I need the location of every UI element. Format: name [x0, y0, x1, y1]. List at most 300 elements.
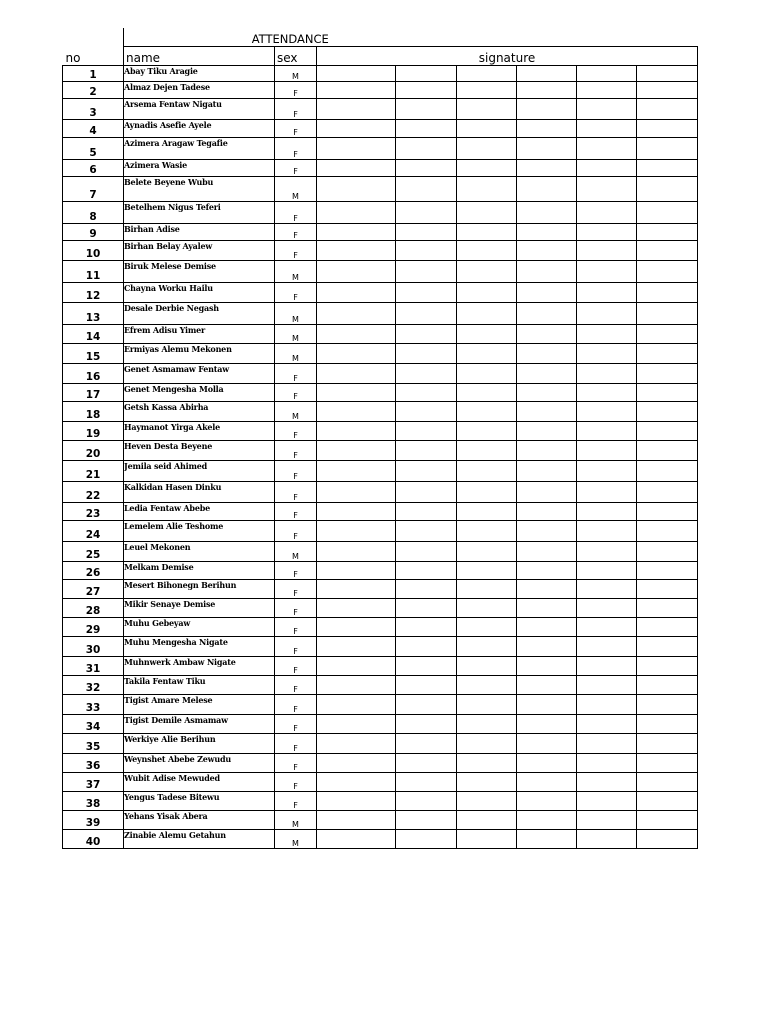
signature-cell-2[interactable] — [396, 283, 457, 303]
signature-cell-4[interactable] — [517, 482, 577, 503]
signature-cell-1[interactable] — [317, 542, 396, 562]
signature-cell-3[interactable] — [457, 773, 517, 792]
signature-cell-4[interactable] — [517, 120, 577, 138]
signature-cell-5[interactable] — [577, 422, 637, 441]
signature-cell-3[interactable] — [457, 303, 517, 325]
signature-cell-3[interactable] — [457, 542, 517, 562]
signature-cell-3[interactable] — [457, 177, 517, 202]
signature-cell-5[interactable] — [577, 160, 637, 177]
signature-cell-3[interactable] — [457, 599, 517, 618]
table-row — [63, 422, 698, 441]
signature-cell-1[interactable] — [317, 580, 396, 599]
row-number: 35 — [63, 734, 124, 754]
signature-cell-4[interactable] — [517, 754, 577, 773]
signature-cell-2[interactable] — [396, 811, 457, 830]
table-row — [63, 657, 698, 676]
signature-cell-3[interactable] — [457, 637, 517, 657]
signature-cell-1[interactable] — [317, 773, 396, 792]
signature-cell-6[interactable] — [637, 384, 698, 402]
signature-cell-2[interactable] — [396, 441, 457, 461]
signature-cell-2[interactable] — [396, 325, 457, 344]
signature-cell-4[interactable] — [517, 503, 577, 521]
signature-cell-1[interactable] — [317, 461, 396, 482]
signature-cell-6[interactable] — [637, 283, 698, 303]
signature-cell-4[interactable] — [517, 82, 577, 99]
signature-cell-5[interactable] — [577, 754, 637, 773]
signature-cell-6[interactable] — [637, 461, 698, 482]
signature-cell-2[interactable] — [396, 224, 457, 241]
signature-cell-4[interactable] — [517, 715, 577, 734]
signature-cell-3[interactable] — [457, 224, 517, 241]
signature-cell-4[interactable] — [517, 618, 577, 637]
student-name: Haymanot Yirga Akele — [124, 422, 275, 441]
table-row — [63, 482, 698, 503]
signature-cell-1[interactable] — [317, 325, 396, 344]
signature-cell-2[interactable] — [396, 580, 457, 599]
signature-cell-1[interactable] — [317, 792, 396, 811]
signature-cell-6[interactable] — [637, 657, 698, 676]
signature-cell-1[interactable] — [317, 657, 396, 676]
signature-cell-2[interactable] — [396, 792, 457, 811]
signature-cell-6[interactable] — [637, 580, 698, 599]
table-row — [63, 120, 698, 138]
signature-cell-6[interactable] — [637, 120, 698, 138]
signature-cell-2[interactable] — [396, 773, 457, 792]
signature-cell-2[interactable] — [396, 461, 457, 482]
signature-cell-6[interactable] — [637, 637, 698, 657]
signature-cell-6[interactable] — [637, 138, 698, 160]
signature-cell-6[interactable] — [637, 773, 698, 792]
table-row — [63, 82, 698, 99]
student-sex: M — [275, 325, 317, 344]
signature-cell-1[interactable] — [317, 138, 396, 160]
signature-cell-2[interactable] — [396, 120, 457, 138]
signature-cell-4[interactable] — [517, 325, 577, 344]
signature-cell-4[interactable] — [517, 303, 577, 325]
signature-cell-5[interactable] — [577, 82, 637, 99]
student-sex: M — [275, 542, 317, 562]
signature-cell-4[interactable] — [517, 734, 577, 754]
student-name: Tigist Demile Asmamaw — [124, 715, 275, 734]
signature-cell-2[interactable] — [396, 637, 457, 657]
signature-cell-1[interactable] — [317, 521, 396, 542]
signature-cell-3[interactable] — [457, 618, 517, 637]
signature-cell-2[interactable] — [396, 695, 457, 715]
signature-cell-3[interactable] — [457, 734, 517, 754]
header-name: name — [124, 47, 275, 66]
student-sex: F — [275, 461, 317, 482]
signature-cell-5[interactable] — [577, 811, 637, 830]
signature-cell-3[interactable] — [457, 66, 517, 82]
signature-cell-1[interactable] — [317, 202, 396, 224]
signature-cell-4[interactable] — [517, 830, 577, 849]
signature-cell-3[interactable] — [457, 441, 517, 461]
signature-cell-4[interactable] — [517, 562, 577, 580]
row-number: 21 — [63, 461, 124, 482]
signature-cell-5[interactable] — [577, 441, 637, 461]
signature-cell-6[interactable] — [637, 325, 698, 344]
signature-cell-3[interactable] — [457, 325, 517, 344]
student-name: Jemila seid Ahimed — [124, 461, 275, 482]
signature-cell-6[interactable] — [637, 160, 698, 177]
signature-cell-5[interactable] — [577, 325, 637, 344]
signature-cell-3[interactable] — [457, 521, 517, 542]
row-number: 32 — [63, 676, 124, 695]
signature-cell-1[interactable] — [317, 303, 396, 325]
signature-cell-5[interactable] — [577, 715, 637, 734]
signature-cell-6[interactable] — [637, 99, 698, 120]
signature-cell-5[interactable] — [577, 830, 637, 849]
student-name: Kalkidan Hasen Dinku — [124, 482, 275, 503]
signature-cell-1[interactable] — [317, 754, 396, 773]
signature-cell-1[interactable] — [317, 261, 396, 283]
signature-cell-5[interactable] — [577, 676, 637, 695]
signature-cell-3[interactable] — [457, 261, 517, 283]
signature-cell-2[interactable] — [396, 482, 457, 503]
student-name: Yehans Yisak Abera — [124, 811, 275, 830]
signature-cell-6[interactable] — [637, 503, 698, 521]
signature-cell-6[interactable] — [637, 303, 698, 325]
row-number: 31 — [63, 657, 124, 676]
student-sex: F — [275, 283, 317, 303]
signature-cell-5[interactable] — [577, 177, 637, 202]
signature-cell-1[interactable] — [317, 224, 396, 241]
signature-cell-5[interactable] — [577, 283, 637, 303]
signature-cell-6[interactable] — [637, 441, 698, 461]
signature-cell-6[interactable] — [637, 364, 698, 384]
signature-cell-4[interactable] — [517, 177, 577, 202]
table-row — [63, 241, 698, 261]
signature-cell-4[interactable] — [517, 283, 577, 303]
student-sex: F — [275, 618, 317, 637]
signature-cell-4[interactable] — [517, 521, 577, 542]
signature-cell-2[interactable] — [396, 402, 457, 422]
signature-cell-1[interactable] — [317, 82, 396, 99]
signature-cell-2[interactable] — [396, 754, 457, 773]
signature-cell-3[interactable] — [457, 160, 517, 177]
signature-cell-1[interactable] — [317, 177, 396, 202]
signature-cell-3[interactable] — [457, 811, 517, 830]
signature-cell-5[interactable] — [577, 241, 637, 261]
signature-cell-4[interactable] — [517, 637, 577, 657]
signature-cell-3[interactable] — [457, 657, 517, 676]
student-name: Mikir Senaye Demise — [124, 599, 275, 618]
signature-cell-3[interactable] — [457, 830, 517, 849]
signature-cell-4[interactable] — [517, 811, 577, 830]
signature-cell-6[interactable] — [637, 344, 698, 364]
signature-cell-6[interactable] — [637, 754, 698, 773]
signature-cell-1[interactable] — [317, 830, 396, 849]
row-number: 25 — [63, 542, 124, 562]
signature-cell-2[interactable] — [396, 599, 457, 618]
signature-cell-3[interactable] — [457, 384, 517, 402]
signature-cell-5[interactable] — [577, 66, 637, 82]
signature-cell-3[interactable] — [457, 715, 517, 734]
signature-cell-4[interactable] — [517, 599, 577, 618]
signature-cell-2[interactable] — [396, 138, 457, 160]
signature-cell-1[interactable] — [317, 811, 396, 830]
student-name: Yengus Tadese Bitewu — [124, 792, 275, 811]
signature-cell-6[interactable] — [637, 224, 698, 241]
title-row — [63, 28, 698, 47]
signature-cell-2[interactable] — [396, 364, 457, 384]
signature-cell-5[interactable] — [577, 224, 637, 241]
signature-cell-5[interactable] — [577, 364, 637, 384]
signature-cell-4[interactable] — [517, 402, 577, 422]
signature-cell-6[interactable] — [637, 521, 698, 542]
signature-cell-6[interactable] — [637, 792, 698, 811]
signature-cell-6[interactable] — [637, 599, 698, 618]
signature-cell-1[interactable] — [317, 715, 396, 734]
signature-cell-3[interactable] — [457, 562, 517, 580]
signature-cell-6[interactable] — [637, 676, 698, 695]
student-sex: F — [275, 364, 317, 384]
signature-cell-5[interactable] — [577, 202, 637, 224]
signature-cell-3[interactable] — [457, 676, 517, 695]
table-row — [63, 715, 698, 734]
student-sex: F — [275, 384, 317, 402]
student-sex: F — [275, 99, 317, 120]
signature-cell-3[interactable] — [457, 695, 517, 715]
signature-cell-5[interactable] — [577, 618, 637, 637]
table-row — [63, 283, 698, 303]
signature-cell-4[interactable] — [517, 580, 577, 599]
signature-cell-4[interactable] — [517, 461, 577, 482]
signature-cell-2[interactable] — [396, 503, 457, 521]
table-row — [63, 138, 698, 160]
signature-cell-1[interactable] — [317, 364, 396, 384]
signature-cell-2[interactable] — [396, 422, 457, 441]
signature-cell-3[interactable] — [457, 402, 517, 422]
signature-cell-6[interactable] — [637, 177, 698, 202]
signature-cell-6[interactable] — [637, 542, 698, 562]
signature-cell-1[interactable] — [317, 402, 396, 422]
signature-cell-2[interactable] — [396, 676, 457, 695]
signature-cell-1[interactable] — [317, 599, 396, 618]
table-row — [63, 676, 698, 695]
signature-cell-2[interactable] — [396, 830, 457, 849]
signature-cell-2[interactable] — [396, 99, 457, 120]
signature-cell-4[interactable] — [517, 773, 577, 792]
signature-cell-5[interactable] — [577, 792, 637, 811]
signature-cell-6[interactable] — [637, 82, 698, 99]
signature-cell-5[interactable] — [577, 384, 637, 402]
signature-cell-4[interactable] — [517, 66, 577, 82]
signature-cell-3[interactable] — [457, 82, 517, 99]
signature-cell-1[interactable] — [317, 241, 396, 261]
student-name: Werkiye Alie Berihun — [124, 734, 275, 754]
signature-cell-6[interactable] — [637, 715, 698, 734]
signature-cell-2[interactable] — [396, 521, 457, 542]
signature-cell-2[interactable] — [396, 303, 457, 325]
signature-cell-1[interactable] — [317, 676, 396, 695]
student-name: Chayna Worku Hailu — [124, 283, 275, 303]
signature-cell-5[interactable] — [577, 562, 637, 580]
signature-cell-5[interactable] — [577, 542, 637, 562]
table-row — [63, 441, 698, 461]
row-number: 4 — [63, 120, 124, 138]
signature-cell-2[interactable] — [396, 344, 457, 364]
signature-cell-1[interactable] — [317, 160, 396, 177]
signature-cell-1[interactable] — [317, 503, 396, 521]
student-sex: F — [275, 580, 317, 599]
signature-cell-3[interactable] — [457, 754, 517, 773]
table-row — [63, 734, 698, 754]
student-sex: M — [275, 261, 317, 283]
signature-cell-4[interactable] — [517, 792, 577, 811]
signature-cell-1[interactable] — [317, 734, 396, 754]
signature-cell-4[interactable] — [517, 241, 577, 261]
signature-cell-1[interactable] — [317, 283, 396, 303]
signature-cell-3[interactable] — [457, 283, 517, 303]
signature-cell-2[interactable] — [396, 657, 457, 676]
signature-cell-6[interactable] — [637, 734, 698, 754]
signature-cell-5[interactable] — [577, 580, 637, 599]
signature-cell-6[interactable] — [637, 618, 698, 637]
signature-cell-6[interactable] — [637, 66, 698, 82]
signature-cell-3[interactable] — [457, 138, 517, 160]
signature-cell-3[interactable] — [457, 482, 517, 503]
student-name: Abay Tiku Aragie — [124, 66, 275, 82]
signature-cell-5[interactable] — [577, 120, 637, 138]
signature-cell-4[interactable] — [517, 224, 577, 241]
signature-cell-5[interactable] — [577, 482, 637, 503]
signature-cell-2[interactable] — [396, 160, 457, 177]
signature-cell-5[interactable] — [577, 599, 637, 618]
row-number: 16 — [63, 364, 124, 384]
signature-cell-3[interactable] — [457, 792, 517, 811]
signature-cell-5[interactable] — [577, 461, 637, 482]
table-row — [63, 637, 698, 657]
signature-cell-6[interactable] — [637, 830, 698, 849]
signature-cell-3[interactable] — [457, 422, 517, 441]
signature-cell-5[interactable] — [577, 138, 637, 160]
signature-cell-3[interactable] — [457, 461, 517, 482]
signature-cell-2[interactable] — [396, 82, 457, 99]
signature-cell-1[interactable] — [317, 99, 396, 120]
signature-cell-2[interactable] — [396, 618, 457, 637]
signature-cell-2[interactable] — [396, 562, 457, 580]
signature-cell-4[interactable] — [517, 160, 577, 177]
signature-cell-3[interactable] — [457, 364, 517, 384]
signature-cell-2[interactable] — [396, 542, 457, 562]
signature-cell-2[interactable] — [396, 384, 457, 402]
student-sex: M — [275, 303, 317, 325]
signature-cell-1[interactable] — [317, 384, 396, 402]
student-name: Azimera Wasie — [124, 160, 275, 177]
signature-cell-5[interactable] — [577, 695, 637, 715]
signature-cell-1[interactable] — [317, 562, 396, 580]
signature-cell-3[interactable] — [457, 202, 517, 224]
table-row — [63, 202, 698, 224]
signature-cell-2[interactable] — [396, 715, 457, 734]
row-number: 33 — [63, 695, 124, 715]
student-name: Almaz Dejen Tadese — [124, 82, 275, 99]
row-number: 5 — [63, 138, 124, 160]
signature-cell-2[interactable] — [396, 177, 457, 202]
row-number: 20 — [63, 441, 124, 461]
signature-cell-5[interactable] — [577, 734, 637, 754]
signature-cell-1[interactable] — [317, 482, 396, 503]
signature-cell-5[interactable] — [577, 303, 637, 325]
signature-cell-6[interactable] — [637, 202, 698, 224]
signature-cell-4[interactable] — [517, 676, 577, 695]
signature-cell-3[interactable] — [457, 241, 517, 261]
signature-cell-5[interactable] — [577, 261, 637, 283]
signature-cell-1[interactable] — [317, 66, 396, 82]
signature-cell-6[interactable] — [637, 241, 698, 261]
signature-cell-3[interactable] — [457, 120, 517, 138]
signature-cell-4[interactable] — [517, 422, 577, 441]
student-name: Betelhem Nigus Teferi — [124, 202, 275, 224]
signature-cell-6[interactable] — [637, 482, 698, 503]
row-number: 6 — [63, 160, 124, 177]
signature-cell-1[interactable] — [317, 422, 396, 441]
signature-cell-5[interactable] — [577, 402, 637, 422]
signature-cell-2[interactable] — [396, 202, 457, 224]
signature-cell-1[interactable] — [317, 695, 396, 715]
attendance-table — [62, 28, 698, 849]
signature-cell-5[interactable] — [577, 503, 637, 521]
student-name: Birhan Belay Ayalew — [124, 241, 275, 261]
signature-cell-1[interactable] — [317, 441, 396, 461]
signature-cell-2[interactable] — [396, 66, 457, 82]
table-row — [63, 773, 698, 792]
signature-cell-1[interactable] — [317, 120, 396, 138]
signature-cell-4[interactable] — [517, 138, 577, 160]
signature-cell-3[interactable] — [457, 99, 517, 120]
signature-cell-6[interactable] — [637, 422, 698, 441]
signature-cell-3[interactable] — [457, 580, 517, 599]
signature-cell-5[interactable] — [577, 637, 637, 657]
signature-cell-2[interactable] — [396, 241, 457, 261]
signature-cell-4[interactable] — [517, 99, 577, 120]
signature-cell-4[interactable] — [517, 657, 577, 676]
signature-cell-3[interactable] — [457, 503, 517, 521]
student-sex: F — [275, 241, 317, 261]
signature-cell-3[interactable] — [457, 344, 517, 364]
signature-cell-5[interactable] — [577, 344, 637, 364]
signature-cell-4[interactable] — [517, 542, 577, 562]
signature-cell-4[interactable] — [517, 261, 577, 283]
signature-cell-5[interactable] — [577, 521, 637, 542]
signature-cell-6[interactable] — [637, 562, 698, 580]
signature-cell-1[interactable] — [317, 637, 396, 657]
signature-cell-6[interactable] — [637, 811, 698, 830]
signature-cell-1[interactable] — [317, 344, 396, 364]
signature-cell-4[interactable] — [517, 202, 577, 224]
signature-cell-6[interactable] — [637, 261, 698, 283]
signature-cell-5[interactable] — [577, 657, 637, 676]
signature-cell-6[interactable] — [637, 402, 698, 422]
signature-cell-4[interactable] — [517, 441, 577, 461]
signature-cell-4[interactable] — [517, 344, 577, 364]
signature-cell-5[interactable] — [577, 99, 637, 120]
signature-cell-5[interactable] — [577, 773, 637, 792]
signature-cell-1[interactable] — [317, 618, 396, 637]
student-name: Genet Mengesha Molla — [124, 384, 275, 402]
row-number: 36 — [63, 754, 124, 773]
row-number: 18 — [63, 402, 124, 422]
signature-cell-4[interactable] — [517, 384, 577, 402]
signature-cell-4[interactable] — [517, 695, 577, 715]
row-number: 15 — [63, 344, 124, 364]
signature-cell-4[interactable] — [517, 364, 577, 384]
signature-cell-2[interactable] — [396, 261, 457, 283]
signature-cell-2[interactable] — [396, 734, 457, 754]
signature-cell-6[interactable] — [637, 695, 698, 715]
table-row — [63, 599, 698, 618]
